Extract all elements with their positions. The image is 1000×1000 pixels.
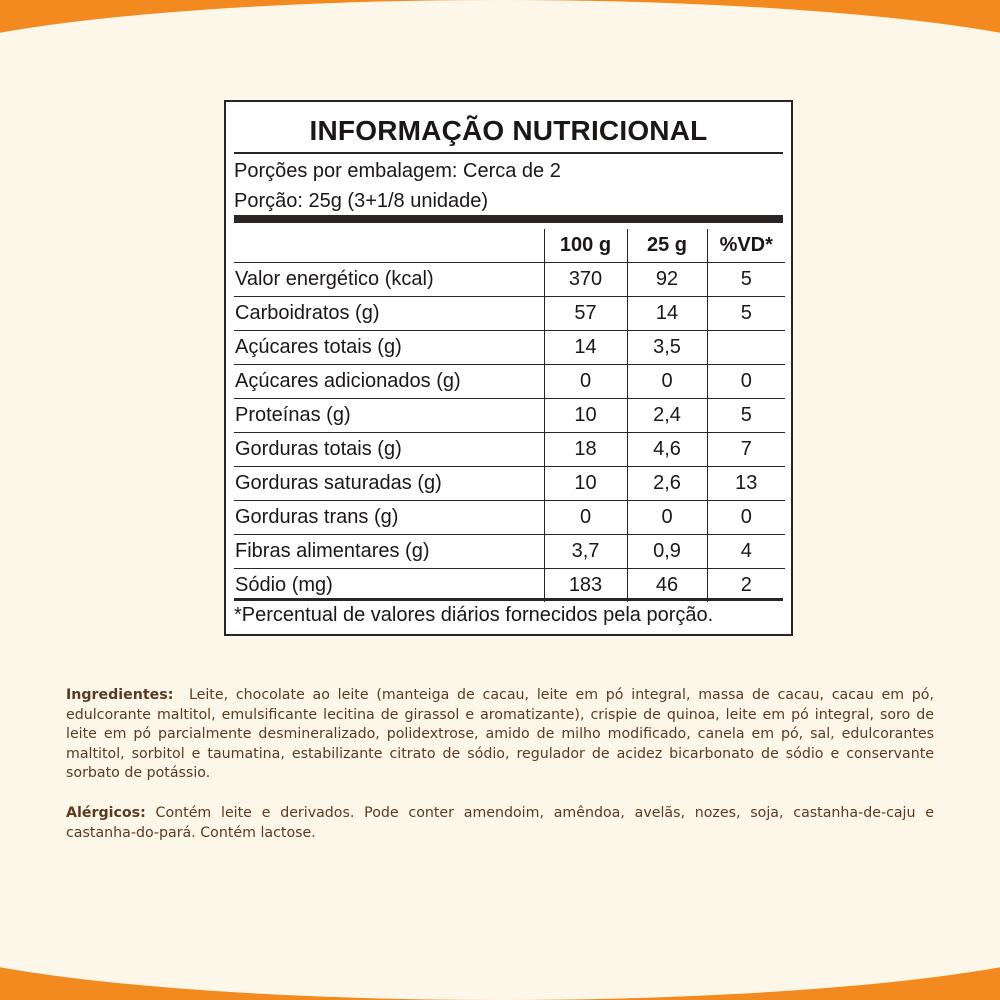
- value-daily-percent: 4: [707, 535, 785, 569]
- value-per-serving: 46: [627, 569, 707, 603]
- header-per-100g: 100 g: [544, 229, 627, 263]
- value-daily-percent: 0: [707, 365, 785, 399]
- nutrient-name: Valor energético (kcal): [235, 268, 434, 290]
- nutrient-name: Proteínas (g): [235, 404, 351, 426]
- nutrient-name: Sódio (mg): [235, 574, 333, 596]
- table-row: [234, 399, 785, 433]
- value-per-serving: 0: [627, 365, 707, 399]
- value-per-100g: 183: [544, 569, 627, 603]
- nutrient-name: Gorduras saturadas (g): [235, 472, 442, 494]
- value-per-100g: 3,7: [544, 535, 627, 569]
- nutrient-name: Carboidratos (g): [235, 302, 380, 324]
- value-per-serving: 92: [627, 263, 707, 297]
- value-daily-percent: 0: [707, 501, 785, 535]
- value-per-serving: 0,9: [627, 535, 707, 569]
- table-row: [234, 433, 785, 467]
- allergens-paragraph: [66, 804, 934, 843]
- thick-divider: [234, 215, 783, 223]
- table-row: [234, 263, 785, 297]
- ingredients-label: Ingredientes:: [66, 687, 174, 703]
- value-daily-percent: 5: [707, 399, 785, 433]
- value-per-serving: 2,4: [627, 399, 707, 433]
- nutrition-facts-label: [224, 100, 793, 636]
- value-per-serving: 0: [627, 501, 707, 535]
- value-per-100g: 14: [544, 331, 627, 365]
- serving-size: Porção: 25g (3+1/8 unidade): [234, 190, 489, 212]
- value-daily-percent: 2: [707, 569, 785, 603]
- ingredients-paragraph: [66, 686, 934, 784]
- value-per-100g: 0: [544, 501, 627, 535]
- value-daily-percent: 13: [707, 467, 785, 501]
- value-daily-percent: 5: [707, 263, 785, 297]
- table-row: [234, 365, 785, 399]
- value-daily-percent: [707, 331, 785, 365]
- value-per-serving: 14: [627, 297, 707, 331]
- ingredients-text: Leite, chocolate ao leite (manteiga de cacau, leite em pó integral, massa de cacau, cacau em pó, edulcorante maltitol, emulsificante lecitina de girassol e aromatizante), crispie de quinoa, leite em pó integral, soro de leite em pó parcialmente desmineralizado, polidextrose, amido de milho modificado, canela em pó, sal, edulcorantes maltitol, sorbitol e taumatina, estabilizante citrato de sódio, regulador de acidez bicarbonato de sódio e conservante sorbato de potássio.: [66, 687, 934, 781]
- header-blank: [234, 229, 544, 263]
- nutrition-table: [234, 229, 785, 602]
- value-per-100g: 18: [544, 433, 627, 467]
- daily-value-footnote: *Percentual de valores diários fornecidos pela porção.: [234, 604, 714, 626]
- value-daily-percent: 7: [707, 433, 785, 467]
- nutrient-name: Gorduras totais (g): [235, 438, 402, 460]
- value-per-100g: 10: [544, 467, 627, 501]
- table-row: [234, 467, 785, 501]
- value-per-100g: 370: [544, 263, 627, 297]
- servings-per-package: Porções por embalagem: Cerca de 2: [234, 160, 561, 182]
- nutrient-name: Açúcares totais (g): [235, 336, 402, 358]
- nutrient-name: Fibras alimentares (g): [235, 540, 430, 562]
- footnote-divider: [234, 598, 783, 601]
- nutrient-name: Açúcares adicionados (g): [235, 370, 461, 392]
- value-per-serving: 2,6: [627, 467, 707, 501]
- value-daily-percent: 5: [707, 297, 785, 331]
- title-divider: [234, 152, 783, 154]
- table-row: [234, 331, 785, 365]
- table-header-row: [234, 229, 785, 263]
- label-title: INFORMAÇÃO NUTRICIONAL: [309, 115, 708, 146]
- table-row: [234, 297, 785, 331]
- value-per-100g: 0: [544, 365, 627, 399]
- table-row: [234, 569, 785, 603]
- value-per-serving: 3,5: [627, 331, 707, 365]
- allergens-text: Contém leite e derivados. Pode conter amendoim, amêndoa, avelãs, nozes, soja, castanha-de-caju e castanha-do-pará. Contém lactose.: [66, 805, 934, 841]
- value-per-100g: 10: [544, 399, 627, 433]
- nutrient-name: Gorduras trans (g): [235, 506, 399, 528]
- header-daily-value: %VD*: [707, 229, 785, 263]
- table-row: [234, 501, 785, 535]
- allergens-label: Alérgicos:: [66, 805, 146, 821]
- table-row: [234, 535, 785, 569]
- value-per-100g: 57: [544, 297, 627, 331]
- value-per-serving: 4,6: [627, 433, 707, 467]
- header-per-serving: 25 g: [627, 229, 707, 263]
